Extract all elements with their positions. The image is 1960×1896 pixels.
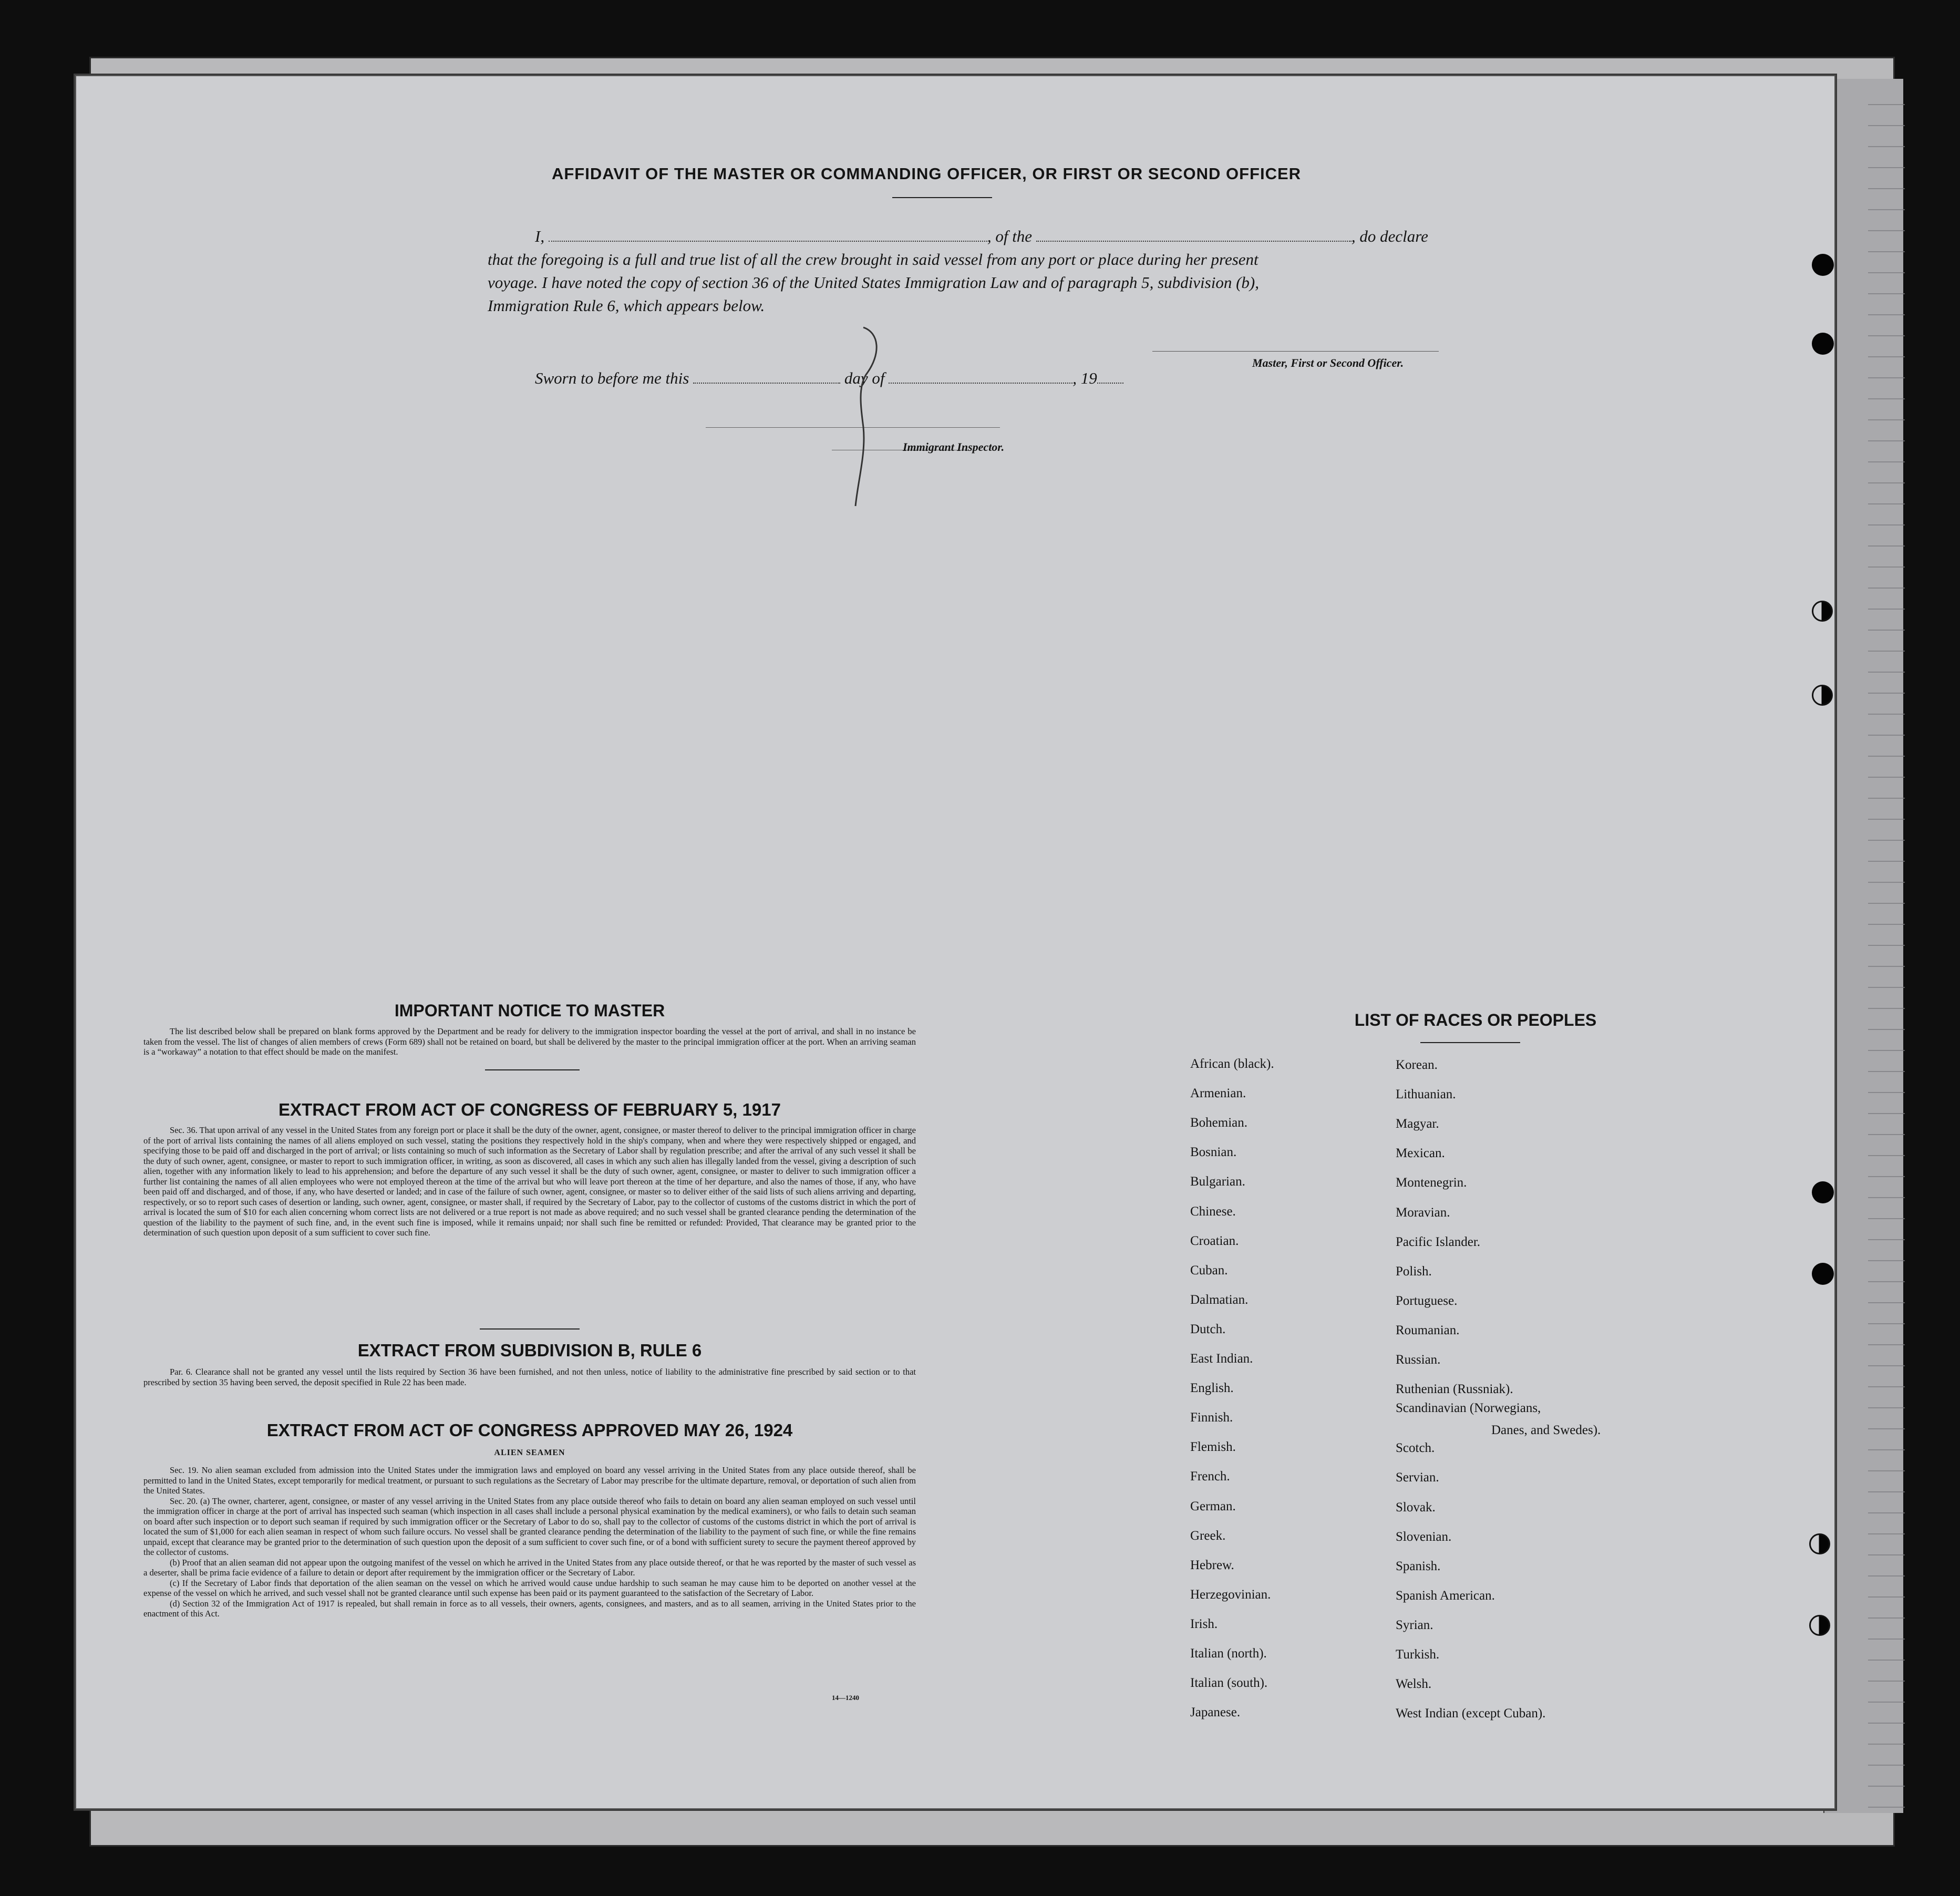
declaration-line1	[488, 225, 1565, 248]
race-item: Polish.	[1396, 1264, 1432, 1279]
race-item: Spanish American.	[1396, 1588, 1495, 1603]
form-number: 14—1240	[832, 1694, 859, 1702]
vessel-name-field[interactable]	[1036, 226, 1352, 242]
race-item: Servian.	[1396, 1470, 1439, 1485]
inspector-signature-label: Immigrant Inspector.	[903, 440, 1005, 454]
race-item: Italian (north).	[1190, 1646, 1267, 1661]
notice-body: The list described below shall be prepared on blank forms approved by the Department and be ready for delivery to the immigration inspector boarding the vessel at the port of arrival, and shall in no instance be taken from the vessel. The list of changes of alien members of crews (Form 689) shall not be retained on board, but shall be delivered by the master to the principal immigration officer at the port. When an arriving seaman is a “workaway” a notation to that effect should be made on the manifest.	[143, 1026, 916, 1057]
race-item: Montenegrin.	[1396, 1176, 1467, 1190]
affidavit-declaration	[488, 225, 1565, 317]
race-item: Bulgarian.	[1190, 1174, 1245, 1189]
master-signature-line[interactable]	[1152, 351, 1439, 352]
race-item: Scotch.	[1396, 1441, 1435, 1456]
race-item: Slovak.	[1396, 1500, 1436, 1514]
race-item: Magyar.	[1396, 1117, 1439, 1131]
day-of-label: day of	[844, 369, 885, 387]
master-signature-label: Master, First or Second Officer.	[1252, 356, 1404, 369]
race-item: Finnish.	[1190, 1410, 1233, 1425]
sworn-month-field[interactable]	[889, 368, 1072, 384]
sec-19-paragraph: Sec. 19. No alien seaman excluded from admission into the United States under the immigration laws and employed on board any vessel arriving in the United States from any place outside thereof, shall be permitted to land in the United States, except temporarily for medical treatment, or pursuant to such regulations as the Secretary of Labor may prescribe for the ultimate departure, removal, or deportation of such alien from the United States.	[143, 1465, 916, 1496]
race-item: Chinese.	[1190, 1204, 1236, 1219]
race-item: Dutch.	[1190, 1322, 1226, 1336]
punch-hole	[1809, 1533, 1830, 1554]
race-item: Croatian.	[1190, 1233, 1239, 1248]
punch-hole	[1812, 333, 1834, 355]
pen-mark	[842, 322, 905, 511]
race-item: German.	[1190, 1499, 1236, 1513]
race-item: Portuguese.	[1396, 1293, 1458, 1308]
race-item: Roumanian.	[1396, 1323, 1460, 1337]
officer-name-field[interactable]	[549, 226, 987, 242]
race-item: Armenian.	[1190, 1086, 1246, 1101]
race-item: Lithuanian.	[1396, 1087, 1456, 1102]
race-item: African (black).	[1190, 1057, 1274, 1071]
manifest-page	[74, 74, 1837, 1811]
divider	[892, 197, 992, 198]
extract-rule6-body: Par. 6. Clearance shall not be granted any vessel until the lists required by Section 36 have been furnished, and not then unless, notice of liability to the administrative fine prescribed by said section or to that prescribed by section 35 having been served, the deposit specified in Rule 22 has been made.	[143, 1367, 916, 1387]
alien-seamen-subtitle: ALIEN SEAMEN	[494, 1448, 565, 1457]
race-item: Cuban.	[1190, 1263, 1228, 1277]
race-item: Pacific Islander.	[1396, 1234, 1481, 1249]
divider	[480, 1328, 580, 1330]
race-item: Slovenian.	[1396, 1529, 1452, 1544]
extract-1924-title: EXTRACT FROM ACT OF CONGRESS APPROVED MAY 26, 1924	[266, 1420, 793, 1440]
extract-1917-title: EXTRACT FROM ACT OF CONGRESS OF FEBRUARY 5, 1917	[278, 1100, 781, 1119]
declaration-i: I,	[535, 227, 545, 245]
race-item: East Indian.	[1190, 1352, 1253, 1366]
sec-20c-paragraph: (c) If the Secretary of Labor finds that deportation of the alien seaman on the vessel on which he arrived would cause undue hardship to such seaman he may cause him to be deported on another vessel at the expense of the vessel on which he arrived, and such vessel shall not be granted clearance until such expense has been paid or its payment guaranteed to the satisfaction of the Secretary of Labor.	[143, 1578, 916, 1598]
extract-1924-body	[143, 1465, 916, 1619]
race-item: Syrian.	[1396, 1617, 1433, 1632]
race-item: English.	[1190, 1381, 1234, 1396]
sec-20b-paragraph: (b) Proof that an alien seaman did not appear upon the outgoing manifest of the vessel on which he arrived in the United States from any place outside thereof, or that he was reported by the master of such vessel as a deserter, shall be prima facie evidence of a failure to detain or deport after requirement by the immigration officer or the Secretary of Labor.	[143, 1557, 916, 1578]
sec-20a-paragraph: Sec. 20. (a) The owner, charterer, agent, consignee, or master of any vessel arriving in the United States from any place outside thereof who fails to detain on board any alien seaman employed on such vessel until the immigration officer in charge at the port of arrival has inspected such seaman (which inspection in all cases shall include a personal physical examination by the medical examiners), or who fails to detain such seaman on board after such inspection or to deport such seaman if required by such immigration officer or the Secretary of Labor to do so, shall pay to the collector of customs of the customs district in which the port of arrival is located the sum of $1,000 for each alien seaman in respect of whom such failure occurs. No vessel shall be granted clearance pending the determination of the liability to the payment of such fine, or while the fine remains unpaid, except that clearance may be granted prior to the determination of such question upon the deposit of a sum sufficient to cover such fine, or of a bond with sufficient surety to secure the payment thereof approved by the collector of customs.	[143, 1496, 916, 1557]
ruled-page-edge	[1868, 84, 1905, 1808]
race-item: Scandinavian (Norwegians,	[1396, 1401, 1541, 1416]
declaration-line3: voyage. I have noted the copy of section 36 of the United States Immigration Law and of paragraph 5, subdivision (b),	[488, 273, 1259, 292]
declaration-of-the: , of the	[987, 227, 1033, 245]
race-item: Ruthenian (Russniak).	[1396, 1382, 1513, 1397]
sworn-day-field[interactable]	[693, 368, 840, 384]
declaration-line2: that the foregoing is a full and true list of all the crew brought in said vessel from any port or place during her present	[488, 250, 1258, 269]
divider	[1420, 1042, 1520, 1043]
punch-hole	[1812, 1181, 1834, 1203]
race-item: Irish.	[1190, 1616, 1218, 1631]
race-item: Flemish.	[1190, 1440, 1236, 1455]
declaration-line4: Immigration Rule 6, which appears below.	[488, 296, 765, 315]
race-item: French.	[1190, 1469, 1230, 1484]
race-item: Korean.	[1396, 1058, 1438, 1072]
race-item: Moravian.	[1396, 1205, 1450, 1220]
sworn-year-field[interactable]	[1097, 368, 1123, 384]
extract-rule6-title: EXTRACT FROM SUBDIVISION B, RULE 6	[357, 1341, 702, 1360]
race-item-scandinavian-cont: Danes, and Swedes).	[1491, 1423, 1601, 1437]
divider	[485, 1069, 580, 1070]
race-item: Russian.	[1396, 1353, 1441, 1367]
sec-20d-paragraph: (d) Section 32 of the Immigration Act of 1917 is repealed, but shall remain in force as to all vessels, their owners, agents, consignees, and masters, and as to all seamen, arriving in the United States prior to the enactment of this Act.	[143, 1598, 916, 1619]
race-item: Dalmatian.	[1190, 1292, 1249, 1307]
year-label: , 19	[1072, 369, 1097, 387]
race-item: Bosnian.	[1190, 1145, 1237, 1160]
race-item: Welsh.	[1396, 1677, 1432, 1692]
race-item: Turkish.	[1396, 1647, 1440, 1662]
race-item: Greek.	[1190, 1528, 1226, 1543]
punch-hole	[1812, 1263, 1834, 1285]
extract-1917-body: Sec. 36. That upon arrival of any vessel in the United States from any foreign port or place it shall be the duty of the owner, agent, consignee, or master thereof to deliver to the principal immigration officer in charge of the port of arrival lists containing the names of all aliens employed on such vessel, stating the positions they respectively hold in the ship's company, when and where they were respectively shipped or engaged, and specifying those to be paid off and discharged in the port of arrival; or lists containing so much of such information as the Secretary of Labor shall by regulation prescribe; and after the arrival of any such vessel it shall be the duty of such owner, agent, consignee, or master to report to such immigration officer, in writing, as soon as discovered, all cases in which any such alien has illegally landed from the vessel, giving a description of such alien, together with any information likely to lead to his apprehension; and before the departure of any such vessel it shall be the duty of such owner, agent, consignee, or master to deliver to such immigration officer a further list containing the names of all alien employees who were not employed thereon at the time of the arrival but who will leave port thereon at the time of her departure, and also the names of those, if any, who have been paid off and discharged, and of those, if any, who have deserted or landed; and in case of the failure of such owner, agent, consignee, or master so to deliver either of the said lists of such aliens arriving and departing, respectively, or so to report such cases of desertion or landing, such owner, agent, consignee, or master shall, if required by the Secretary of Labor, pay to the collector of customs of the customs district in which the port of arrival is located the sum of $10 for each alien concerning whom correct lists are not delivered or a true report is not made as above required; and no such vessel shall be granted clearance pending the determination of the question of the liability to the payment of such fine, and, in the event such fine is imposed, while it remains unpaid; nor shall such fine be remitted or refunded: Provided, That clearance may be granted prior to the determination of such question upon deposit of a sum sufficient to cover such fine.	[143, 1125, 916, 1238]
race-item: Spanish.	[1396, 1559, 1441, 1573]
affidavit-title: AFFIDAVIT OF THE MASTER OR COMMANDING OFFICER, OR FIRST OR SECOND OFFICER	[551, 164, 1302, 183]
declaration-do-declare: , do declare	[1351, 227, 1428, 245]
punch-hole	[1812, 254, 1834, 276]
notice-title: IMPORTANT NOTICE TO MASTER	[394, 1001, 665, 1020]
race-item: Japanese.	[1190, 1705, 1241, 1720]
race-item: Herzegovinian.	[1190, 1587, 1271, 1602]
races-title: LIST OF RACES OR PEOPLES	[1354, 1011, 1597, 1029]
punch-hole	[1812, 601, 1833, 622]
punch-hole	[1812, 685, 1833, 706]
race-item: Italian (south).	[1190, 1676, 1268, 1691]
race-item: Bohemian.	[1190, 1116, 1248, 1130]
race-item: Hebrew.	[1190, 1558, 1234, 1572]
sworn-label: Sworn to before me this	[535, 369, 689, 387]
punch-hole	[1809, 1615, 1830, 1636]
race-item: Mexican.	[1396, 1146, 1445, 1161]
race-item: West Indian (except Cuban).	[1396, 1706, 1546, 1721]
